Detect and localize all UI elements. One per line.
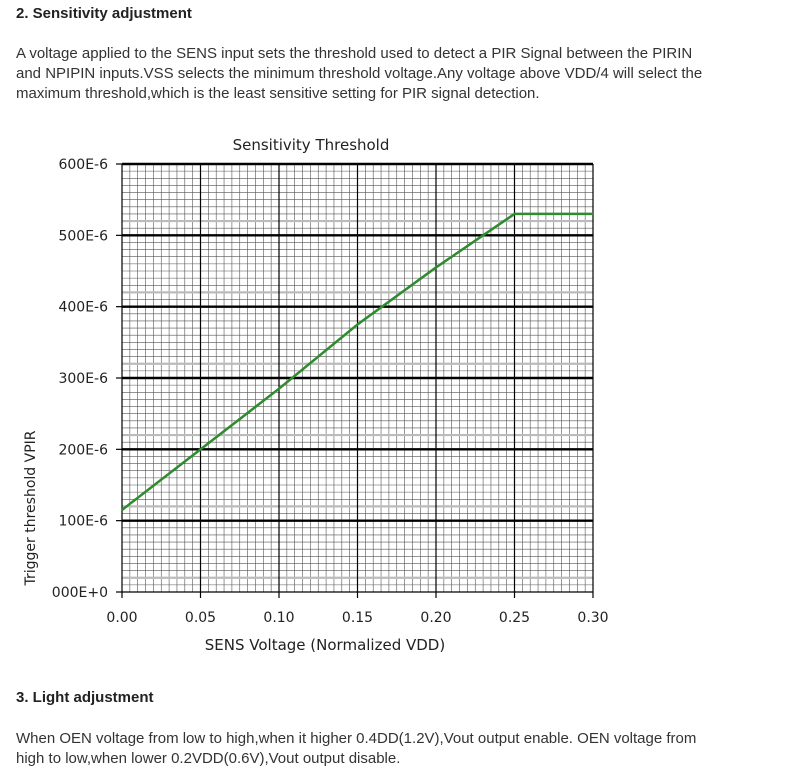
- series-point: [278, 388, 280, 390]
- y-tick-label: 000E+0: [51, 585, 108, 601]
- x-tick-label: 0.25: [498, 610, 531, 626]
- y-tick-label: 100E-6: [58, 513, 108, 530]
- x-tick-label: 0.05: [184, 610, 217, 626]
- chart-x-axis-label: SENS Voltage (Normalized VDD): [204, 636, 446, 654]
- x-tick-label: 0.20: [420, 610, 452, 626]
- series-point: [514, 213, 516, 215]
- y-tick-label: 200E-6: [58, 442, 108, 459]
- x-tick-label: 0.15: [341, 610, 374, 626]
- sensitivity-chart: [0, 128, 787, 668]
- series-point: [592, 213, 594, 215]
- chart-y-axis-label: Trigger threshold VPIR: [23, 430, 39, 586]
- section-heading-light: 3. Light adjustment: [16, 689, 154, 706]
- sensitivity-paragraph: A voltage applied to the SENS input sets the threshold used to detect a PIR Signal between the PIRIN and NPIPIN inputs.VSS selects the minimum threshold voltage.Any voltage above VDD/4 will select the maximum threshold,which is the least sensitive setting for PIR signal detection.: [16, 45, 703, 102]
- section-heading-sensitivity: 2. Sensitivity adjustment: [16, 5, 192, 22]
- series-point: [121, 509, 123, 511]
- series-point: [200, 448, 202, 450]
- y-tick-label: 500E-6: [58, 228, 108, 245]
- chart-grid: [122, 164, 593, 592]
- y-tick-label: 600E-6: [58, 157, 108, 173]
- y-tick-label: 400E-6: [58, 299, 108, 316]
- y-tick-label: 300E-6: [58, 371, 108, 387]
- chart-ticks: [52, 157, 609, 626]
- chart-title: Sensitivity Threshold: [232, 136, 390, 154]
- x-tick-label: 0.00: [106, 610, 138, 626]
- series-point: [357, 324, 359, 326]
- light-paragraph: When OEN voltage from low to high,when it higher 0.4DD(1.2V),Vout output enable. OEN voltage from high to low,when lower 0.2VDD(0.6V),Vout output disable.: [16, 730, 697, 767]
- x-tick-label: 0.10: [263, 610, 295, 626]
- series-point: [435, 266, 437, 268]
- x-tick-label: 0.30: [577, 610, 609, 626]
